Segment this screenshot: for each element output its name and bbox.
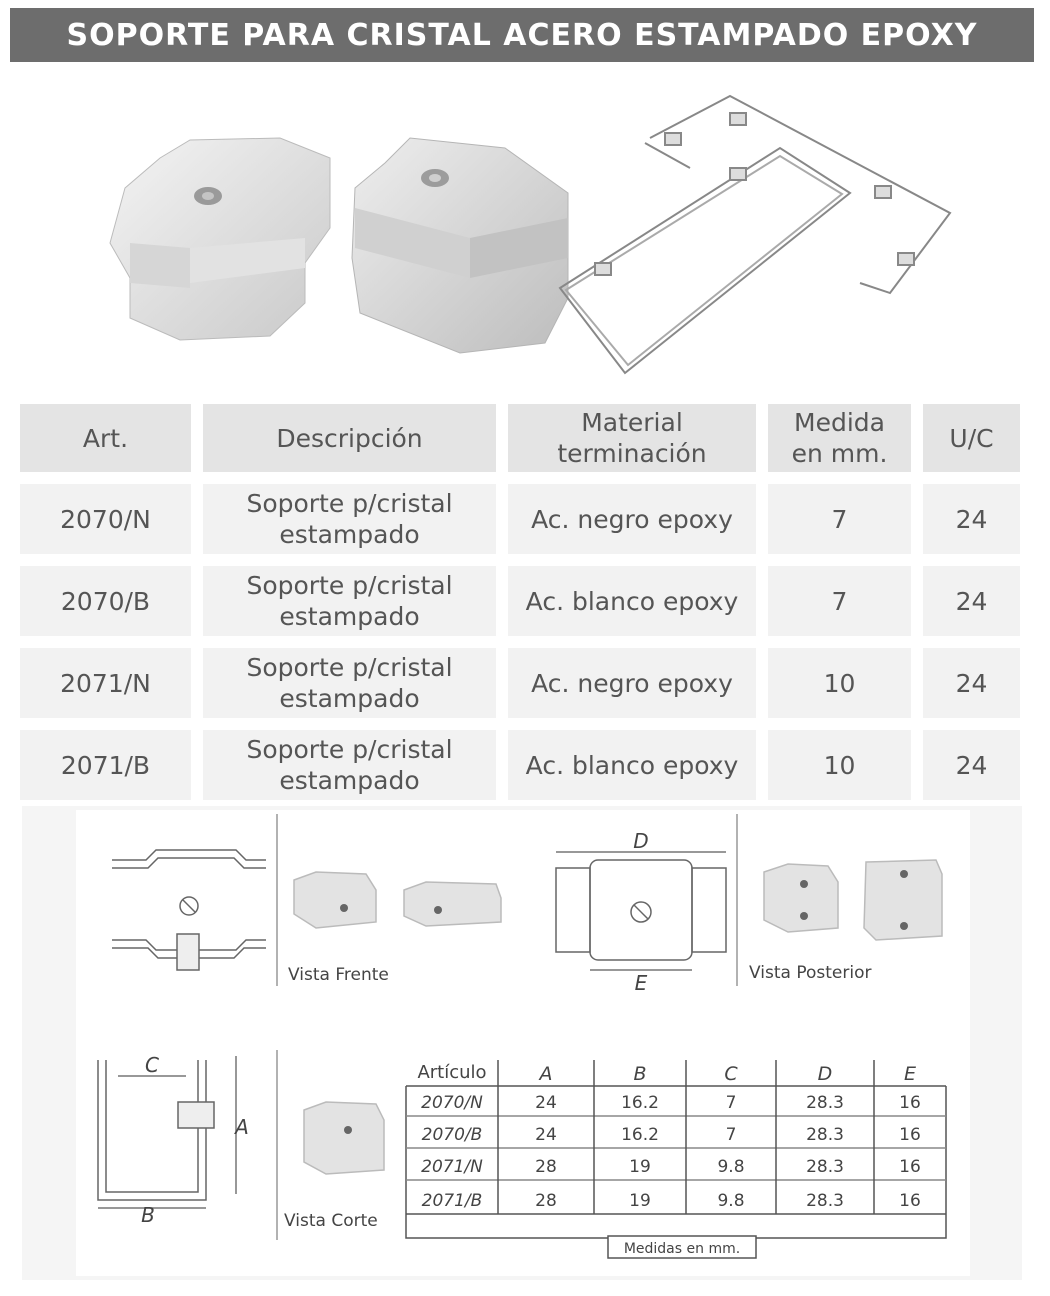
cell-material: Ac. negro epoxy — [508, 484, 756, 554]
dim-cell: 16 — [899, 1093, 921, 1113]
glass-shelf-frame-icon — [560, 96, 950, 373]
table-row — [20, 730, 1024, 800]
label-vista-posterior: Vista Posterior — [749, 963, 872, 983]
header-material: Material terminación — [508, 404, 756, 472]
product-photos — [90, 78, 970, 388]
spec-table-header — [20, 404, 1024, 472]
page-title: SOPORTE PARA CRISTAL ACERO ESTAMPADO EPOXY — [10, 8, 1034, 62]
dim-header-c: C — [724, 1063, 738, 1085]
table-row — [20, 484, 1024, 554]
dim-header-d: D — [817, 1063, 833, 1085]
cell-medida: 7 — [768, 484, 911, 554]
dim-table-footer: Medidas en mm. — [623, 1241, 741, 1257]
cell-descripcion: Soporte p/cristal estampado — [203, 648, 496, 718]
dim-cell: 7 — [725, 1093, 737, 1113]
label-vista-frente: Vista Frente — [288, 965, 389, 985]
cell-descripcion: Soporte p/cristal estampado — [203, 484, 496, 554]
dim-cell: 16 — [899, 1125, 921, 1145]
header-uc: U/C — [923, 404, 1020, 472]
dim-cell: 24 — [535, 1125, 557, 1145]
spec-table — [20, 404, 1024, 812]
dim-cell: 28.3 — [806, 1157, 844, 1177]
cell-art: 2070/N — [20, 484, 191, 554]
dim-cell: 19 — [629, 1157, 651, 1177]
dim-cell: 16 — [899, 1157, 921, 1177]
diagram-drawing — [76, 810, 970, 1276]
header-descripcion: Descripción — [203, 404, 496, 472]
dim-letter-c: C — [145, 1053, 159, 1077]
cell-art: 2071/N — [20, 648, 191, 718]
dim-cell: 16.2 — [621, 1093, 659, 1113]
dim-cell: 28.3 — [806, 1125, 844, 1145]
header-art: Art. — [20, 404, 191, 472]
glass-support-side-photo-icon — [352, 138, 568, 353]
cell-descripcion: Soporte p/cristal estampado — [203, 730, 496, 800]
dim-letter-d: D — [633, 829, 649, 853]
dim-cell: 28.3 — [806, 1093, 844, 1113]
cell-material: Ac. blanco epoxy — [508, 730, 756, 800]
cell-material: Ac. blanco epoxy — [508, 566, 756, 636]
dim-cell: 19 — [629, 1191, 651, 1211]
cell-medida: 10 — [768, 730, 911, 800]
dim-cell: 16 — [899, 1191, 921, 1211]
cell-art: 2070/B — [20, 566, 191, 636]
dim-cell: 28 — [535, 1157, 557, 1177]
dim-table-rows — [421, 1093, 921, 1211]
dim-cell: 9.8 — [717, 1157, 745, 1177]
cell-medida: 10 — [768, 648, 911, 718]
dim-header-a: A — [539, 1063, 553, 1085]
dim-cell: 9.8 — [717, 1191, 745, 1211]
dim-cell: 2070/B — [421, 1125, 483, 1145]
cell-uc: 24 — [923, 730, 1020, 800]
dim-header-articulo: Artículo — [417, 1062, 487, 1083]
dim-header-e: E — [903, 1063, 917, 1085]
cell-descripcion: Soporte p/cristal estampado — [203, 566, 496, 636]
technical-diagram — [22, 806, 1022, 1280]
glass-support-front-photo-icon — [110, 138, 330, 340]
cell-uc: 24 — [923, 648, 1020, 718]
cell-uc: 24 — [923, 566, 1020, 636]
table-row — [20, 648, 1024, 718]
cell-material: Ac. negro epoxy — [508, 648, 756, 718]
cell-medida: 7 — [768, 566, 911, 636]
cell-uc: 24 — [923, 484, 1020, 554]
dim-cell: 2071/B — [421, 1191, 483, 1211]
table-row — [20, 566, 1024, 636]
dim-cell: 2070/N — [421, 1093, 483, 1113]
dim-cell: 16.2 — [621, 1125, 659, 1145]
dim-cell: 28.3 — [806, 1191, 844, 1211]
dim-letter-b: B — [141, 1203, 155, 1227]
header-medida: Medida en mm. — [768, 404, 911, 472]
dim-letter-e: E — [634, 971, 648, 995]
dimension-table — [406, 1060, 946, 1258]
cell-art: 2071/B — [20, 730, 191, 800]
dim-cell: 2071/N — [421, 1157, 483, 1177]
dim-cell: 28 — [535, 1191, 557, 1211]
dim-header-b: B — [633, 1063, 647, 1085]
label-vista-corte: Vista Corte — [284, 1211, 378, 1231]
dim-cell: 24 — [535, 1093, 557, 1113]
dim-cell: 7 — [725, 1125, 737, 1145]
dim-letter-a: A — [235, 1115, 249, 1139]
